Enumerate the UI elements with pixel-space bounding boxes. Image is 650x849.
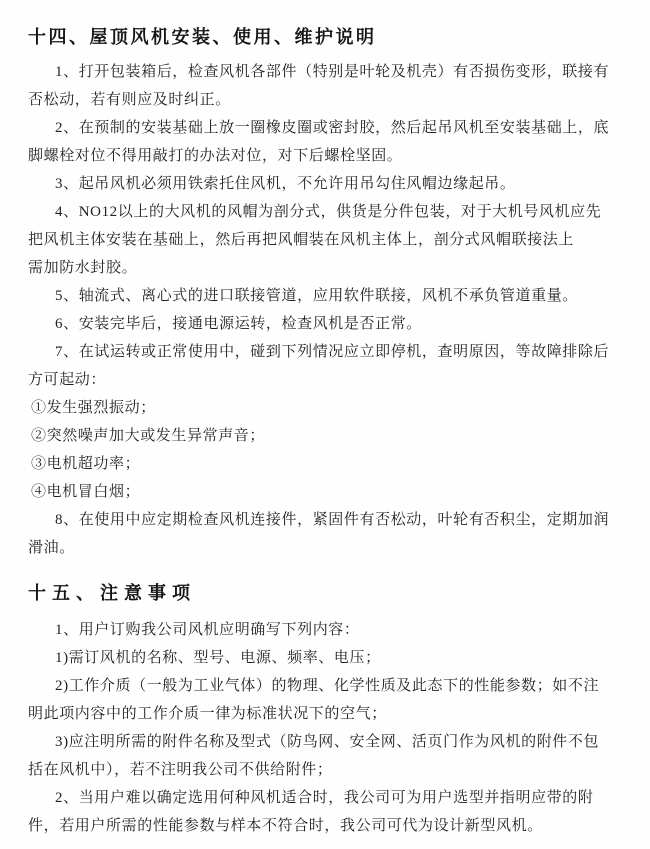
section-14-title: 十四、屋顶风机安装、使用、维护说明 — [28, 27, 377, 47]
text-line: 2、当用户难以确定选用何种风机适合时，我公司可为用户选型并指明应带的附 — [55, 790, 594, 806]
text-line: 1、用户订购我公司风机应明确写下列内容： — [55, 622, 360, 638]
text-line: 6、安装完毕后，接通电源运转，检查风机是否正常。 — [55, 316, 422, 332]
text-line: 否松动，若有则应及时纠正。 — [28, 92, 231, 108]
text-line: 4、NO12以上的大风机的风帽为剖分式，供货是分件包装，对于大机号风机应先 — [55, 204, 602, 220]
text-line: 2、在预制的安装基础上放一圈橡皮圈或密封胶，然后起吊风机至安装基础上，底 — [55, 120, 610, 136]
text-line: 方可起动： — [28, 372, 107, 388]
text-line: 需加防水封胶。 — [28, 260, 138, 276]
text-line: 明此项内容中的工作介质一律为标准状况下的空气； — [28, 706, 387, 722]
text-line: ③电机超功率； — [31, 456, 141, 472]
text-line: 件，若用户所需的性能参数与样本不符合时，我公司可代为设计新型风机。 — [28, 818, 543, 834]
section-15-title: 十五、注意事项 — [28, 583, 196, 603]
text-line: 8、在使用中应定期检查风机连接件，紧固件有否松动，叶轮有否积尘，定期加润 — [55, 512, 610, 528]
section-15-body — [28, 616, 636, 840]
section-14-body — [28, 58, 636, 562]
text-line: 2)工作介质（一般为工业气体）的物理、化学性质及此态下的性能参数；如不注 — [55, 678, 600, 694]
text-line: 3)应注明所需的附件名称及型式（防鸟网、安全网、活页门作为风机的附件不包 — [55, 734, 600, 750]
text-line: ④电机冒白烟； — [31, 484, 141, 500]
text-line: 滑油。 — [28, 540, 75, 556]
text-line: 括在风机中），若不注明我公司不供给附件； — [28, 762, 333, 778]
text-line: ①发生强烈振动； — [31, 400, 156, 416]
text-line: 把风机主体安装在基础上，然后再把风帽装在风机主体上，剖分式风帽联接法上 — [28, 232, 575, 248]
text-line: 1、打开包装箱后，检查风机各部件（特别是叶轮及机壳）有否损伤变形，联接有 — [55, 64, 610, 80]
text-line: 脚螺栓对位不得用敲打的办法对位，对下后螺栓坚固。 — [28, 148, 403, 164]
text-line: 3、起吊风机必须用铁索托住风机，不允许用吊勾住风帽边缘起吊。 — [55, 176, 516, 192]
text-line: ②突然噪声加大或发生异常声音； — [31, 428, 266, 444]
text-line: 5、轴流式、离心式的进口联接管道，应用软件联接，风机不承负管道重量。 — [55, 288, 578, 304]
text-line: 1)需订风机的名称、型号、电源、频率、电压； — [55, 650, 381, 666]
text-line: 7、在试运转或正常使用中，碰到下列情况应立即停机，查明原因，等故障排除后 — [55, 344, 610, 360]
